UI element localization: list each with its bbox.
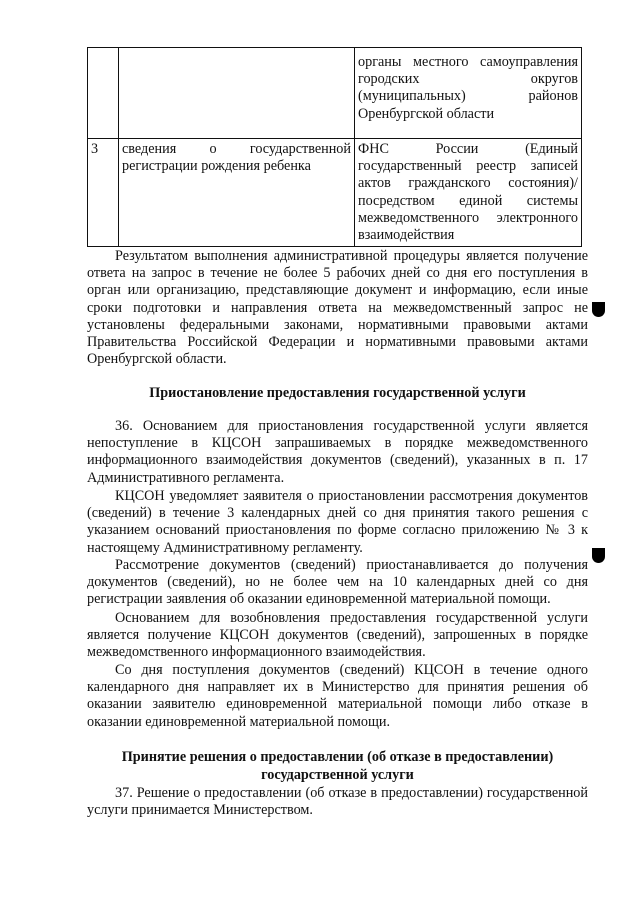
table-row: [88, 48, 582, 139]
table-row: [88, 139, 582, 247]
notify-paragraph: КЦСОН уведомляет заявителя о приостановлении рассмотрения документов (сведений) в течение 3 календарных дней со дня принятия такого решения с указанием оснований приостановления по форме согласно приложению № 3 к настоящему Административному регламенту.: [87, 488, 588, 556]
forward-paragraph: Со дня поступления документов (сведений) КЦСОН в течение одного календарного дня направляет их в Министерство для принятия решения об оказании заявителю единовременной материальной помощи либо отказе в оказании единовременной материальной помощи.: [87, 662, 588, 730]
agencies-table: [87, 47, 582, 247]
paragraph-37: 37. Решение о предоставлении (об отказе в предоставлении) государственной услуги принимается Министерством.: [87, 785, 588, 819]
row-number-cell: 3: [88, 139, 119, 247]
source-cell: ФНС России (Единый государственный реестр записей актов гражданского состояния)/ посредством единой системы межведомственного электронного взаимодействия: [355, 139, 582, 247]
duration-paragraph: Рассмотрение документов (сведений) приостанавливается до получения документов (сведений), но не более чем на 10 календарных дней со дня регистрации заявления об оказании единовременной материальной помощи.: [87, 557, 588, 608]
suspension-heading: Приостановление предоставления государственной услуги: [149, 385, 526, 401]
decision-heading-line-1: Принятие решения о предоставлении (об отказе в предоставлении): [121, 749, 554, 765]
source-cell: органы местного самоуправления городских округов (муниципальных) районов Оренбургской области: [355, 48, 582, 139]
punch-hole-mark: [592, 548, 605, 563]
resume-paragraph: Основанием для возобновления предоставления государственной услуги является получение КЦСОН документов (сведений), запрошенных в порядке межведомственного информационного взаимодействия.: [87, 610, 588, 661]
punch-hole-mark: [592, 302, 605, 317]
decision-heading-line-2: государственной услуги: [261, 767, 414, 783]
row-number-cell: [88, 48, 119, 139]
paragraph-36: 36. Основанием для приостановления государственной услуги является непоступление в КЦСОН запрашиваемых в порядке межведомственного информационного взаимодействия документов (сведений), указанных в п. 17 Административного регламента.: [87, 418, 588, 486]
info-cell: [119, 48, 355, 139]
result-paragraph: Результатом выполнения административной процедуры является получение ответа на запрос в течение не более 5 рабочих дней со дня его поступления в орган или организацию, представляющие документ и информацию, если иные сроки подготовки и направления ответа на межведомственный запрос не установлены федеральными законами, нормативными правовыми актами Правительства Российской Федерации и нормативными правовыми актами Оренбургской области.: [87, 248, 588, 368]
info-cell: сведения о государственной регистрации рождения ребенка: [119, 139, 355, 247]
